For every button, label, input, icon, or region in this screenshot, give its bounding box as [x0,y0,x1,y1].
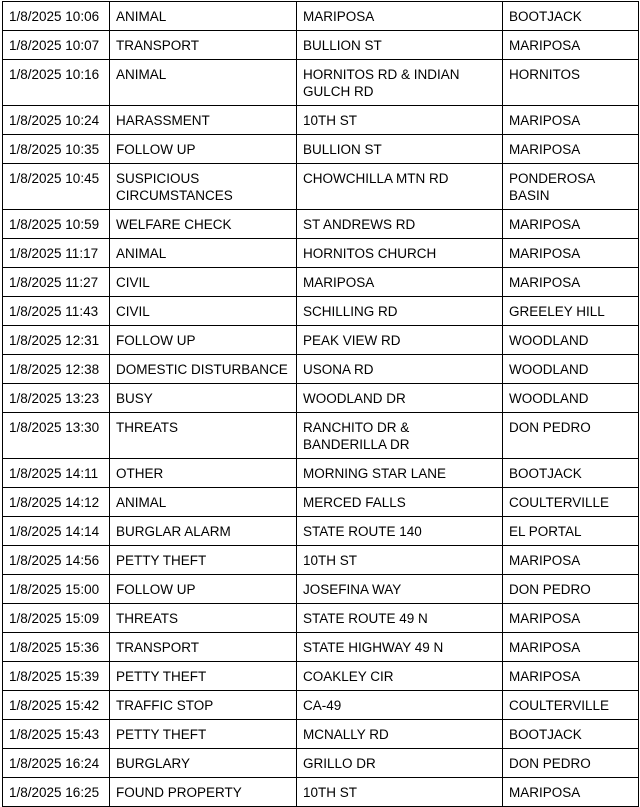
cell-location: MORNING STAR LANE [297,459,503,488]
cell-area: MARIPOSA [503,662,639,691]
cell-time: 1/8/2025 16:25 [3,778,110,807]
cell-location: GRILLO DR [297,749,503,778]
table-row [3,604,639,633]
cell-location: COAKLEY CIR [297,662,503,691]
table-row [3,355,639,384]
cell-location: USONA RD [297,355,503,384]
cell-time: 1/8/2025 14:14 [3,517,110,546]
table-row [3,31,639,60]
cell-area: MARIPOSA [503,633,639,662]
cell-area: EL PORTAL [503,517,639,546]
table-row [3,164,639,210]
table-row [3,517,639,546]
cell-area: HORNITOS [503,60,639,106]
cell-location: 10TH ST [297,546,503,575]
cell-type: BURGLAR ALARM [110,517,297,546]
table-row [3,662,639,691]
table-row [3,268,639,297]
cell-area: MARIPOSA [503,604,639,633]
cell-area: WOODLAND [503,355,639,384]
cell-area: MARIPOSA [503,210,639,239]
cell-type: CIVIL [110,297,297,326]
cell-location: CHOWCHILLA MTN RD [297,164,503,210]
cell-type: ANIMAL [110,488,297,517]
cell-time: 1/8/2025 11:17 [3,239,110,268]
cell-area: DON PEDRO [503,749,639,778]
cell-area: DON PEDRO [503,575,639,604]
cell-time: 1/8/2025 15:00 [3,575,110,604]
cell-type: THREATS [110,413,297,459]
table-row [3,106,639,135]
cell-location: BULLION ST [297,135,503,164]
cell-time: 1/8/2025 15:39 [3,662,110,691]
cell-type: ANIMAL [110,60,297,106]
cell-type: FOLLOW UP [110,575,297,604]
cell-area: MARIPOSA [503,268,639,297]
cell-area: MARIPOSA [503,239,639,268]
cell-location: WOODLAND DR [297,384,503,413]
cell-type: FOLLOW UP [110,326,297,355]
cell-type: TRANSPORT [110,31,297,60]
table-row [3,210,639,239]
cell-type: HARASSMENT [110,106,297,135]
table-row [3,239,639,268]
cell-location: RANCHITO DR & BANDERILLA DR [297,413,503,459]
cell-type: BURGLARY [110,749,297,778]
cell-area: BOOTJACK [503,459,639,488]
cell-time: 1/8/2025 11:27 [3,268,110,297]
cell-time: 1/8/2025 10:35 [3,135,110,164]
table-row [3,546,639,575]
cell-time: 1/8/2025 14:12 [3,488,110,517]
cell-type: PETTY THEFT [110,662,297,691]
table-row [3,297,639,326]
cell-time: 1/8/2025 10:16 [3,60,110,106]
cell-location: STATE ROUTE 140 [297,517,503,546]
cell-type: TRAFFIC STOP [110,691,297,720]
cell-location: HORNITOS RD & INDIAN GULCH RD [297,60,503,106]
cell-location: STATE HIGHWAY 49 N [297,633,503,662]
cell-time: 1/8/2025 10:59 [3,210,110,239]
incident-log-body [3,2,639,807]
table-row [3,488,639,517]
cell-location: PEAK VIEW RD [297,326,503,355]
cell-location: BULLION ST [297,31,503,60]
cell-area: BOOTJACK [503,2,639,31]
cell-type: FOUND PROPERTY [110,778,297,807]
cell-area: DON PEDRO [503,413,639,459]
table-row [3,60,639,106]
cell-type: FOLLOW UP [110,135,297,164]
cell-type: CIVIL [110,268,297,297]
cell-location: MARIPOSA [297,2,503,31]
cell-time: 1/8/2025 15:36 [3,633,110,662]
table-row [3,749,639,778]
cell-type: TRANSPORT [110,633,297,662]
cell-time: 1/8/2025 14:11 [3,459,110,488]
cell-time: 1/8/2025 16:24 [3,749,110,778]
table-row [3,720,639,749]
cell-area: BOOTJACK [503,720,639,749]
table-row [3,2,639,31]
cell-area: MARIPOSA [503,778,639,807]
cell-location: MCNALLY RD [297,720,503,749]
cell-type: PETTY THEFT [110,720,297,749]
cell-time: 1/8/2025 10:45 [3,164,110,210]
cell-location: 10TH ST [297,778,503,807]
cell-area: GREELEY HILL [503,297,639,326]
cell-type: BUSY [110,384,297,413]
cell-time: 1/8/2025 14:56 [3,546,110,575]
cell-time: 1/8/2025 10:06 [3,2,110,31]
cell-time: 1/8/2025 10:24 [3,106,110,135]
cell-type: THREATS [110,604,297,633]
cell-area: COULTERVILLE [503,691,639,720]
cell-area: MARIPOSA [503,31,639,60]
table-row [3,384,639,413]
cell-location: ST ANDREWS RD [297,210,503,239]
cell-type: WELFARE CHECK [110,210,297,239]
table-row [3,413,639,459]
cell-time: 1/8/2025 15:09 [3,604,110,633]
cell-time: 1/8/2025 15:42 [3,691,110,720]
table-row [3,633,639,662]
cell-time: 1/8/2025 12:38 [3,355,110,384]
cell-time: 1/8/2025 15:43 [3,720,110,749]
cell-area: MARIPOSA [503,135,639,164]
cell-type: ANIMAL [110,2,297,31]
cell-type: PETTY THEFT [110,546,297,575]
cell-area: COULTERVILLE [503,488,639,517]
table-row [3,691,639,720]
cell-time: 1/8/2025 11:43 [3,297,110,326]
table-row [3,135,639,164]
cell-type: OTHER [110,459,297,488]
cell-time: 1/8/2025 13:23 [3,384,110,413]
cell-time: 1/8/2025 13:30 [3,413,110,459]
table-row [3,778,639,807]
table-row [3,326,639,355]
cell-location: JOSEFINA WAY [297,575,503,604]
cell-area: MARIPOSA [503,546,639,575]
table-row [3,575,639,604]
cell-location: MERCED FALLS [297,488,503,517]
cell-type: DOMESTIC DISTURBANCE [110,355,297,384]
incident-log-table [2,1,639,807]
cell-area: MARIPOSA [503,106,639,135]
cell-area: WOODLAND [503,384,639,413]
cell-location: MARIPOSA [297,268,503,297]
cell-location: SCHILLING RD [297,297,503,326]
cell-time: 1/8/2025 10:07 [3,31,110,60]
cell-location: 10TH ST [297,106,503,135]
table-row [3,459,639,488]
cell-time: 1/8/2025 12:31 [3,326,110,355]
cell-type: SUSPICIOUS CIRCUMSTANCES [110,164,297,210]
cell-area: PONDEROSA BASIN [503,164,639,210]
cell-location: HORNITOS CHURCH [297,239,503,268]
cell-location: CA-49 [297,691,503,720]
cell-area: WOODLAND [503,326,639,355]
cell-type: ANIMAL [110,239,297,268]
cell-location: STATE ROUTE 49 N [297,604,503,633]
